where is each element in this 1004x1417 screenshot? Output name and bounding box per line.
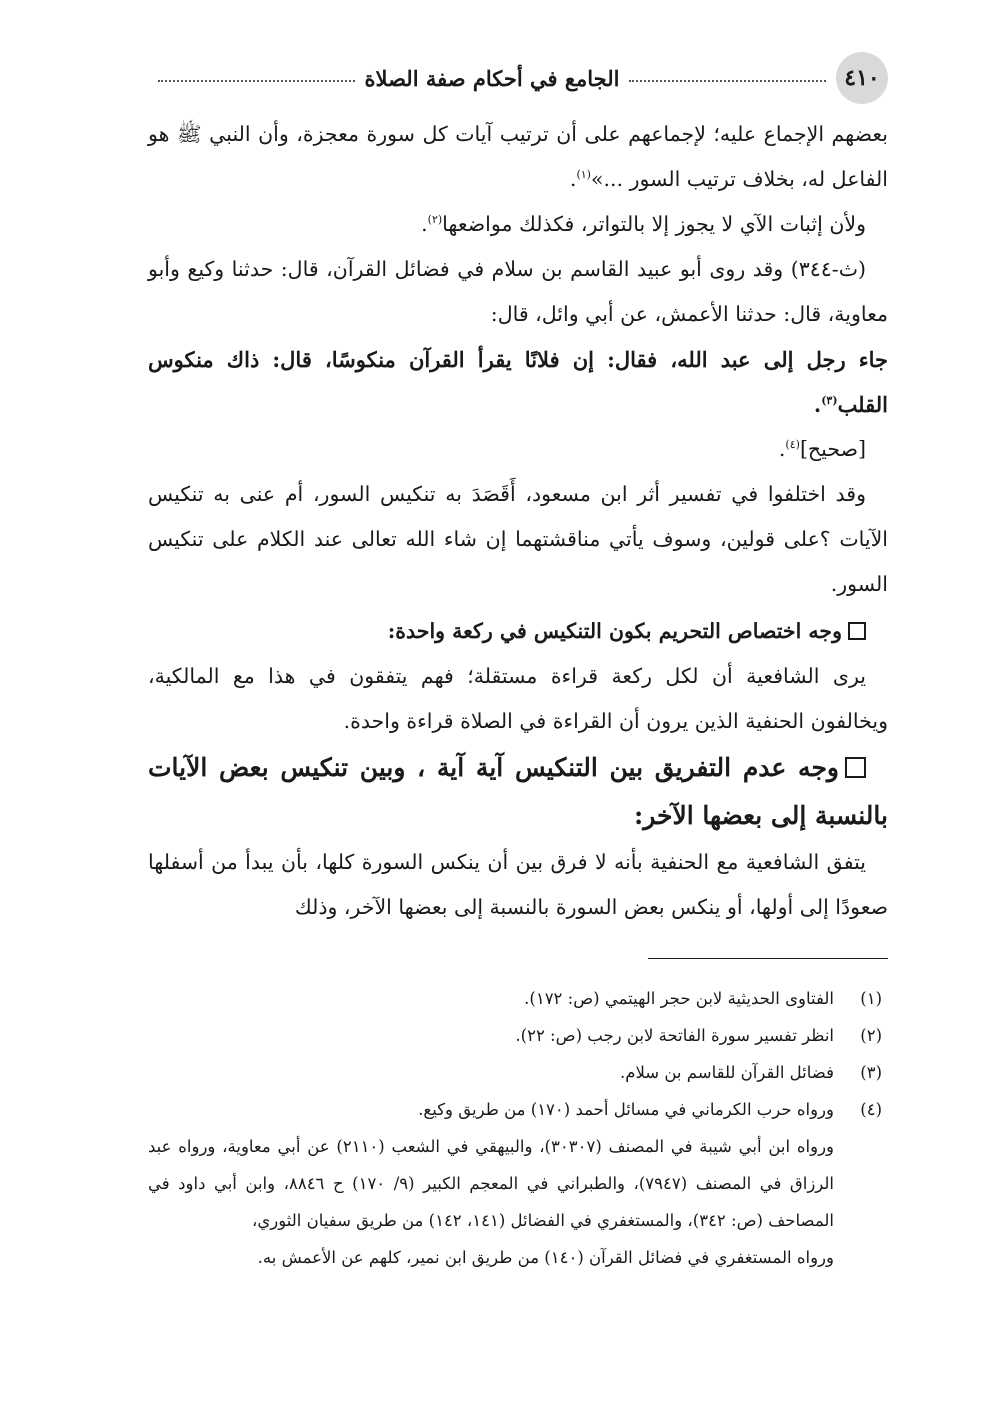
footnote-ref[interactable]: (٤) <box>785 438 800 452</box>
paragraph-end: . <box>421 212 428 236</box>
paragraph-end: . <box>569 167 577 191</box>
section-heading <box>148 744 888 840</box>
footnote <box>148 1091 888 1128</box>
running-title: الجامع في أحكام صفة الصلاة <box>364 65 620 91</box>
paragraph: وقد اختلفوا في تفسير أثر ابن مسعود، أَقَصَدَ به تنكيس السور، أم عنى به تنكيس الآيات ؟على قولين، وسوف يأتي مناقشتهما إن شاء الله تعالى عند الكلام على تنكيس السور. <box>148 482 888 596</box>
footnote-text: الفتاوى الحديثية لابن حجر الهيتمي (ص: ١٧٢). <box>524 989 834 1008</box>
footnote-number: (١) <box>860 989 882 1008</box>
grading-text: [صحيح] <box>799 437 866 461</box>
main-text <box>148 112 888 930</box>
footnote <box>148 1017 888 1054</box>
footnote-text: فضائل القرآن للقاسم بن سلام. <box>619 1063 834 1082</box>
footnote-number: (٤) <box>860 1100 882 1119</box>
paragraph: يتفق الشافعية مع الحنفية بأنه لا فرق بين أن ينكس السورة كلها، بأن يبدأ من أسفلها صعودًا إلى أولها، أو ينكس بعض السورة بالنسبة إلى بعضها الآخر، وذلك <box>148 850 888 919</box>
footnote-ref[interactable]: (٢) <box>427 213 443 227</box>
paragraph: يرى الشافعية أن لكل ركعة قراءة مستقلة؛ فهم يتفقون في هذا مع المالكية، ويخالفون الحنفية الذين يرون أن القراءة في الصلاة قراءة واحدة. <box>148 664 888 733</box>
footnote-ref[interactable]: (٣) <box>821 394 838 407</box>
paragraph: (ث-٣٤٤) وقد روى أبو عبيد القاسم بن سلام في فضائل القرآن، قال: حدثنا وكيع وأبو معاوية، قال: حدثنا الأعمش، عن أبي وائل، قال: <box>148 257 888 326</box>
footnote-text: ورواه حرب الكرماني في مسائل أحمد (١٧٠) من طريق وكيع. <box>418 1100 834 1119</box>
footnote-number: (٢) <box>860 1026 882 1045</box>
checkbox-square-icon <box>848 622 866 640</box>
header-dots-left <box>158 80 355 82</box>
footnotes <box>148 980 888 1276</box>
paragraph <box>148 112 888 202</box>
page-number: ٤١٠ <box>836 52 888 104</box>
footnote-text: انظر تفسير سورة الفاتحة لابن رجب (ص: ٢٢). <box>515 1026 834 1045</box>
quote-text: جاء رجل إلى عبد الله، فقال: إن فلانًا يقرأ القرآن منكوسًا، قال: ذاك منكوس القلب <box>148 347 888 417</box>
quote-end: . <box>813 392 822 417</box>
footnote-separator <box>648 958 888 959</box>
footnote-continuation: ورواه ابن أبي شيبة في المصنف (٣٠٣٠٧)، والبيهقي في الشعب (٢١١٠) عن أبي معاوية، ورواه عبد الرزاق في المصنف (٧٩٤٧)، والطبراني في المعجم الكبير (٩/ ١٧٠) ح ٨٨٤٦، وابن أبي داود في المصاحف (ص: ٣٤٢)، والمستغفري في الفضائل (١٤١، ١٤٢) من طريق سفيان الثوري، <box>148 1137 835 1230</box>
footnote <box>148 1054 888 1091</box>
section-heading-text: وجه اختصاص التحريم بكون التنكيس في ركعة واحدة: <box>387 619 842 643</box>
header-dots-right <box>629 80 826 82</box>
footnote-number: (٣) <box>860 1063 882 1082</box>
checkbox-square-icon <box>845 757 866 778</box>
footnote <box>148 980 888 1017</box>
book-page <box>148 40 888 1380</box>
grading-end: . <box>778 437 786 461</box>
footnote-continuation: ورواه المستغفري في فضائل القرآن (١٤٠) من طريق ابن نمير، كلهم عن الأعمش به. <box>257 1248 834 1267</box>
footnote-ref[interactable]: (١) <box>576 168 591 182</box>
section-heading-text: وجه عدم التفريق بين التنكيس آية آية ، وبين تنكيس بعض الآيات بالنسبة إلى بعضها الآخر: <box>148 753 888 830</box>
paragraph-text: ولأن إثبات الآي لا يجوز إلا بالتواتر، فكذلك مواضعها <box>442 212 866 236</box>
athar-quote <box>148 337 888 427</box>
grading <box>148 427 888 472</box>
paragraph-text: بعضهم الإجماع عليه؛ لإجماعهم على أن ترتيب آيات كل سورة معجزة، وأن النبي ﷺ هو الفاعل له، بخلاف ترتيب السور ...» <box>148 122 888 191</box>
section-heading <box>148 609 888 654</box>
paragraph <box>148 202 888 247</box>
page-header <box>148 50 888 106</box>
